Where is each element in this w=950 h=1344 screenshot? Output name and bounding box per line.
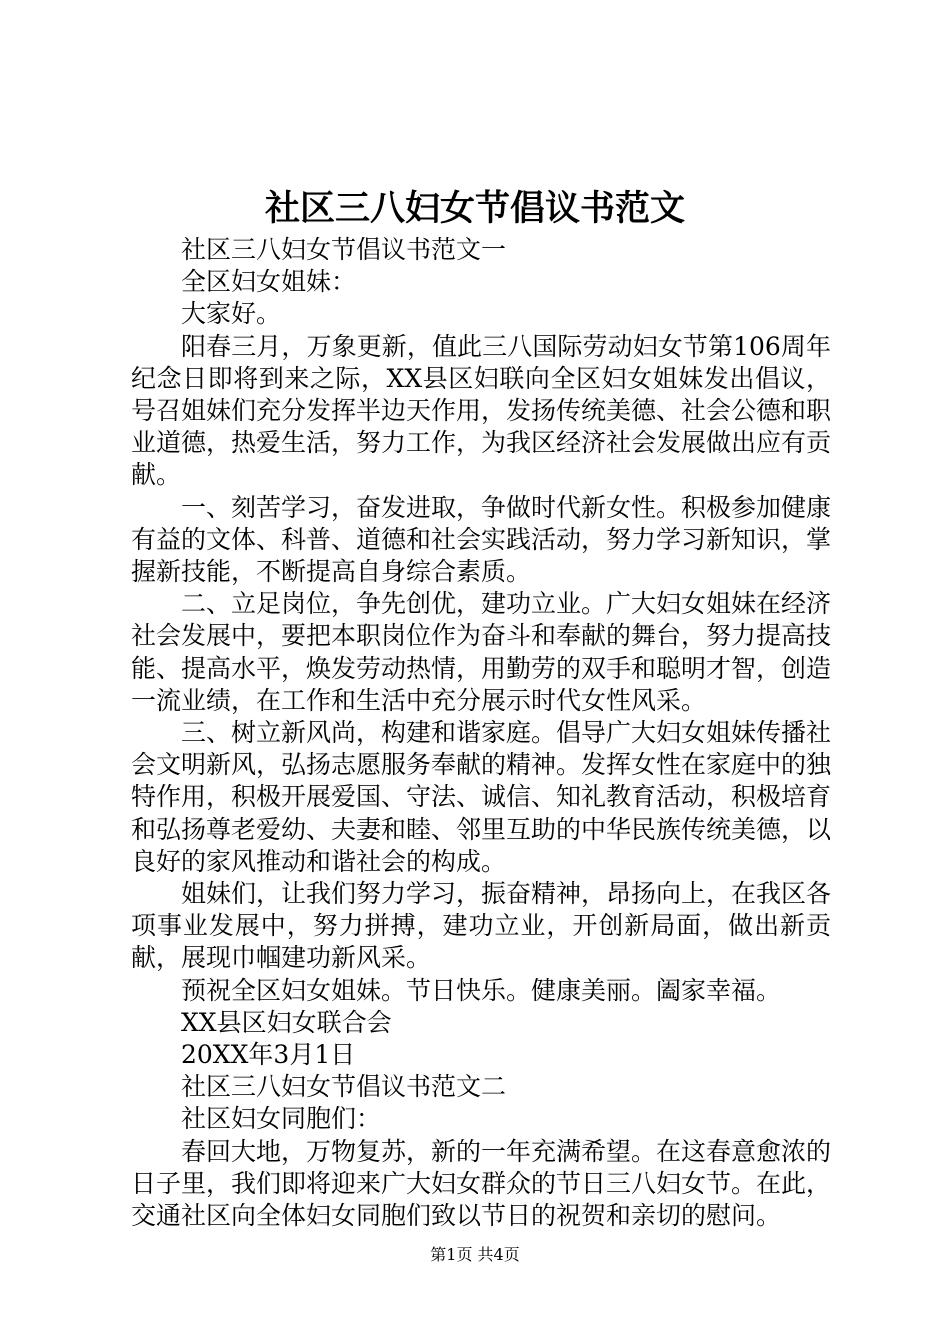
subtitle-paragraph: 社区三八妇女节倡议书范文二 bbox=[181, 1072, 507, 1102]
wishes-paragraph: 预祝全区妇女姐妹。节日快乐。健康美丽。阖家幸福。 bbox=[181, 975, 782, 1005]
greeting-paragraph: 大家好。 bbox=[181, 299, 282, 329]
page-footer: 第1页 共4页 bbox=[430, 1245, 520, 1264]
body-paragraph: 姐妹们，让我们努力学习，振奋精神，昂扬向上，在我区各项事业发展中，努力拼搏，建功立业，开创新局面，做出新贡献，展现巾帼建功新风采。 bbox=[131, 879, 832, 973]
page-title: 社区三八妇女节倡议书范文 bbox=[264, 188, 685, 229]
document-body bbox=[131, 234, 831, 1232]
date-paragraph: 20XX年3月1日 bbox=[181, 1040, 356, 1070]
subtitle-paragraph: 社区三八妇女节倡议书范文一 bbox=[181, 235, 507, 264]
salutation-paragraph: 全区妇女姐妹： bbox=[181, 267, 357, 297]
signature-paragraph: XX县区妇女联合会 bbox=[181, 1007, 392, 1037]
body-paragraph: 二、立足岗位，争先创优，建功立业。广大妇女姐妹在经济社会发展中，要把本职岗位作为奋斗和奉献的舞台，努力提高技能、提高水平，焕发劳动热情，用勤劳的双手和聪明才智，创造一流业绩，在工作和生活中充分展示时代女性风采。 bbox=[131, 589, 832, 715]
body-paragraph: 春回大地，万物复苏，新的一年充满希望。在这春意愈浓的日子里，我们即将迎来广大妇女群众的节日三八妇女节。在此，交通社区向全体妇女同胞们致以节日的祝贺和亲切的慰问。 bbox=[131, 1136, 832, 1231]
body-paragraph: 一、刻苦学习，奋发进取，争做时代新女性。积极参加健康有益的文体、科普、道德和社会实践活动，努力学习新知识，掌握新技能，不断提高自身综合素质。 bbox=[131, 492, 832, 587]
body-paragraph: 阳春三月，万象更新，值此三八国际劳动妇女节第106周年纪念日即将到来之际，XX县区妇联向全区妇女姐妹发出倡议，号召姐妹们充分发挥半边天作用，发扬传统美德、社会公德和职业道德，热爱生活，努力工作，为我区经济社会发展做出应有贡献。 bbox=[131, 331, 832, 490]
salutation-paragraph: 社区妇女同胞们： bbox=[181, 1104, 382, 1134]
body-paragraph: 三、树立新风尚，构建和谐家庭。倡导广大妇女姐妹传播社会文明新风，弘扬志愿服务奉献的精神。发挥女性在家庭中的独特作用，积极开展爱国、守法、诚信、知礼教育活动，积极培育和弘扬尊老爱幼、夫妻和睦、邻里互助的中华民族传统美德，以良好的家风推动和谐社会的构成。 bbox=[131, 718, 832, 876]
